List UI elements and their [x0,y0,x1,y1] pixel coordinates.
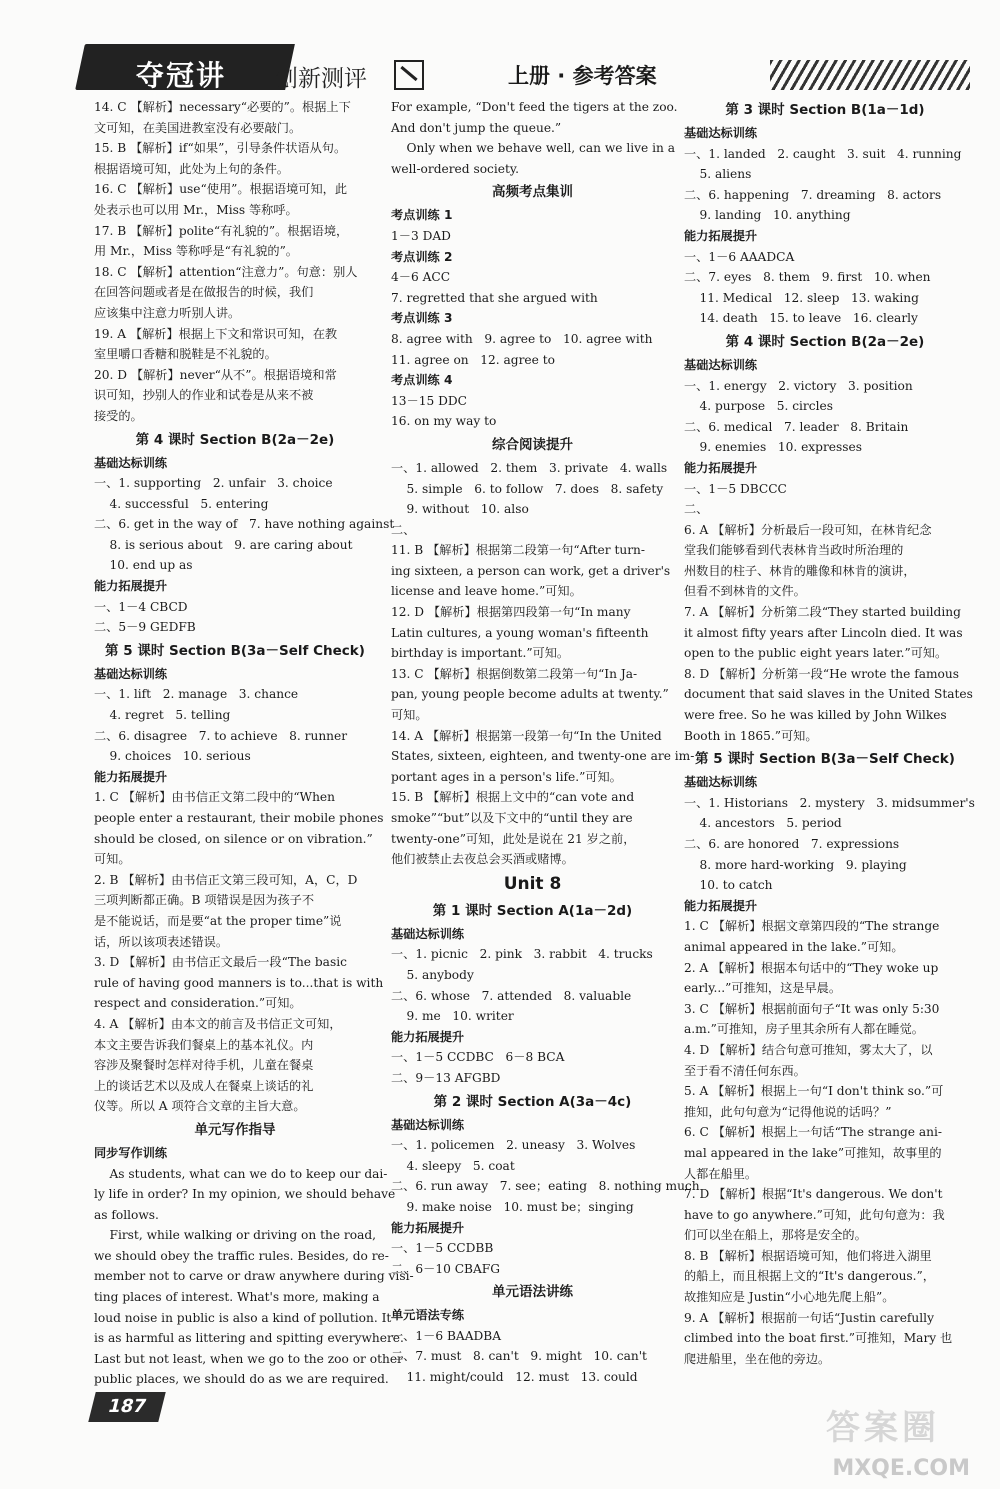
answer-line: 3. C 【解析】根据前面句子“It was only 5:30 [684,1001,940,1016]
subsection-label: 能力拓展提升 [684,898,758,913]
answer-line: a.m.”可推知，房子里其余所有人都在睡觉。 [684,1022,924,1037]
answer-line: 二、6. are honored 7. expressions [684,837,900,851]
answer-line: it almost fifty years after Lincoln died. It was [684,625,963,640]
answer-line: 9. make noise 10. must be；singing [391,1199,634,1214]
answer-line: 接受的。 [94,408,143,423]
answer-line: 二、6－10 CBAFG [391,1261,500,1276]
answer-line: well-ordered society. [391,161,520,176]
answer-line: 9. enemies 10. expresses [684,440,862,455]
answer-line: 话，所以该项表述错误。 [94,934,229,949]
answer-line: 5. simple 6. to follow 7. does 8. safety [391,481,664,496]
brand-subtitle: 创新测评 [275,66,367,92]
subsection-label: 考点训练 3 [391,311,453,326]
answer-line: 二、6. whose 7. attended 8. valuable [391,988,632,1003]
answer-line: 6. A 【解析】分析最后一段可知，在林肯纪念 [684,522,932,537]
answer-line: ting places of interest. What's more, making a [94,1290,380,1305]
answer-line: 11. agree on 12. agree to [391,352,555,367]
answer-line: 二、6. happening 7. dreaming 8. actors [684,187,942,202]
subsection-label: 考点训练 2 [391,249,453,264]
answer-line: 8. more hard-working 9. playing [684,857,907,872]
page-header [80,38,970,96]
subsection-label: 能力拓展提升 [684,228,758,243]
answer-line: As students, what can we do to keep our dai- [94,1166,388,1181]
check-box-icon [394,60,424,90]
answer-line: 一、1. allowed 2. them 3. private 4. walls [391,460,668,475]
answer-line: 2. A 【解析】根据本句话中的“They woke up [684,960,939,975]
subsection-label: 基础达标训练 [391,1117,465,1132]
answer-line: 堂我们能够看到代表林肯当政时所治理的 [684,543,904,558]
answer-line: rule of having good manners is to...that is with [94,975,384,990]
decorative-stripes [770,60,970,90]
answer-line: Latin cultures, a young woman's fifteenth [391,625,649,640]
answer-line: 11. might/could 12. must 13. could [391,1370,638,1385]
subsection-label: 单元语法专练 [391,1308,465,1323]
watermark-text: MXQE.COM [832,1456,970,1481]
watermark-logo: 答案圈 [826,1408,940,1448]
answer-line: 9. choices 10. serious [94,749,251,764]
answer-line: respect and consideration.”可知。 [94,996,302,1011]
answer-line: 一、1. policemen 2. uneasy 3. Wolves [391,1138,636,1153]
answer-line: 二、7. must 8. can't 9. might 10. can't [391,1349,647,1364]
answer-line: 4. sleepy 5. coat [391,1158,515,1173]
answer-line: 7. regretted that she argued with [391,290,598,305]
section-heading: 第 4 课时 Section B(2a－2e) [135,431,335,448]
answer-line: 在回答问题或者是在做报告的时候，我们 [94,285,314,300]
answer-line: 4. A 【解析】由本文的前言及书信正文可知， [94,1016,342,1031]
answer-line: 二、6. medical 7. leader 8. Britain [684,419,909,434]
answer-line: 爬进船里，坐在他的旁边。 [684,1351,831,1366]
answer-line: Booth in 1865.”可知。 [684,728,818,743]
answer-line: portant ages in a person's life.”可知。 [391,769,622,784]
subsection-label: 基础达标训练 [391,926,465,941]
answer-line: 4－6 ACC [391,270,451,285]
section-heading: Unit 8 [503,873,562,894]
answer-line: 4. purpose 5. circles [684,399,833,414]
answer-line: 一、1－5 DBCCC [684,481,787,496]
answer-line: should be closed, on silence or on vibration.” [94,831,373,846]
answer-line: 5. aliens [684,167,752,182]
section-heading: 第 5 课时 Section B(3a－Self Check) [105,642,365,659]
answer-line: 16. C 【解析】use“使用”。根据语境可知，此 [94,182,348,197]
answer-line: 17. B 【解析】polite“有礼貌的”。根据语境， [94,223,349,238]
section-heading: 单元语法讲练 [492,1284,573,1301]
answer-line: 一、1－4 CBCD [94,599,188,614]
answer-line: 们可以坐在船上，那将是安全的。 [684,1228,867,1243]
answer-line: 3. D 【解析】由书信正文最后一段“The basic [94,955,347,970]
answer-line: 至于看不清任何东西。 [684,1063,806,1078]
answer-line: For example, “Don't feed the tigers at the zoo. [391,100,678,114]
answer-line: 仪等。所以 A 项符合文章的主旨大意。 [94,1099,306,1114]
answer-line: 4. D 【解析】结合句意可推知，雾太大了，以 [684,1042,933,1057]
answer-line: have to go anywhere.”可知，此句句意为：我 [684,1207,945,1222]
subsection-label: 基础达标训练 [94,666,168,681]
answer-line: 1. C 【解析】由书信正文第二段中的“When [94,790,335,805]
answer-line: people enter a restaurant, their mobile phones [94,811,384,825]
section-heading: 第 3 课时 Section B(1a－1d) [725,102,925,118]
page-title: 上册 · 参考答案 [508,64,657,88]
answer-line: 的船上，而且根据上文的“It's dangerous.”， [684,1269,935,1284]
answer-line: 人都在船里。 [684,1166,758,1181]
answer-line: 二、6. run away 7. see；eating 8. nothing much [391,1179,700,1194]
subsection-label: 基础达标训练 [684,357,758,372]
answer-line: 6. C 【解析】根据上一句话“The strange ani- [684,1125,942,1140]
subsection-label: 基础达标训练 [684,126,758,140]
subsection-label: 考点训练 4 [391,373,453,388]
answer-line: 8. is serious about 9. are caring about [94,537,353,552]
answer-line: 8. B 【解析】根据语境可知，他们将进入湖里 [684,1248,932,1263]
answer-line: And don't jump the queue.” [391,120,562,135]
answer-line: 一、1. Historians 2. mystery 3. midsummer's [684,795,975,810]
answer-line: 推知，此句句意为“记得他说的话吗？” [684,1104,892,1119]
answer-line: 10. end up as [94,558,193,573]
answer-line: ly life in order? In my opinion, we should behave [94,1187,396,1202]
answer-line: 根据语境可知，此处为上句的条件。 [94,161,289,176]
answer-line: 13. C 【解析】根据倒数第二段第一句“In Ja- [391,666,638,681]
answer-line: First, while walking or driving on the road, [94,1228,377,1243]
answer-line: 4. ancestors 5. period [684,816,842,831]
answer-line: 2. B 【解析】由书信正文第三段可知，A，C，D [94,872,358,887]
section-heading: 第 2 课时 Section A(3a－4c) [433,1093,632,1110]
answer-line: 12. D 【解析】根据第四段第一句“In many [391,605,631,620]
subsection-label: 基础达标训练 [684,775,758,790]
answer-column-3 [684,97,975,1369]
answer-line: 15. B 【解析】根据上文中的“can vote and [391,790,635,805]
answer-line: 一、1. supporting 2. unfair 3. choice [94,476,333,491]
answer-line: 可知。 [391,708,428,723]
answer-line: Only when we behave well, can we live in a [391,141,676,156]
answer-line: open to the public eight years later.”可知。 [684,646,948,661]
answer-line: 是不能说话，而是要“at the proper time”说 [94,913,342,928]
answer-line: 但看不到林肯的文件。 [684,584,806,599]
answer-line: member not to carve or draw anywhere during visi- [94,1269,414,1284]
answer-line: 二、5－9 GEDFB [94,620,196,635]
page-number: 187 [88,1392,165,1422]
answer-line: 一、1. landed 2. caught 3. suit 4. running [684,146,962,161]
answer-line: 18. C 【解析】attention“注意力”。句意：别人 [94,264,358,279]
section-heading: 综合阅读提升 [492,436,573,453]
answer-line: twenty-one”可知，此处是说在 21 岁之前， [391,831,636,846]
answer-line: 9. A 【解析】根据前一句话“Justin carefully [684,1310,934,1325]
answer-line: 11. Medical 12. sleep 13. waking [684,290,919,305]
section-heading: 第 5 课时 Section B(3a－Self Check) [695,751,955,768]
answer-line: 文可知，在美国进教室没有必要敲门。 [94,120,302,135]
answer-line: 一、1－6 BAADBA [391,1328,502,1343]
answer-line: 5. A 【解析】根据上一句“I don't think so.”可 [684,1084,944,1099]
answer-line: mal appeared in the lake”可推知，故事里的 [684,1145,942,1160]
answer-line: 13－15 DDC [391,393,467,408]
subsection-label: 能力拓展提升 [94,769,168,784]
answer-line: 4. successful 5. entering [94,496,269,511]
answer-line: States, sixteen, eighteen, and twenty-one are im- [391,749,695,764]
answer-line: 15. B 【解析】if“如果”，引导条件状语从句。 [94,141,347,156]
answer-line: we should obey the traffic rules. Besides, do re- [94,1248,389,1263]
answer-line: is as harmful as littering and spitting everywhere. [94,1331,404,1346]
answer-line: document that said slaves in the United States [684,687,973,702]
answer-line: 1. C 【解析】根据文章第四段的“The strange [684,919,940,934]
subsection-label: 能力拓展提升 [391,1220,465,1235]
answer-line: animal appeared in the lake.”可知。 [684,939,904,954]
answer-column-1 [94,97,414,1390]
answer-line: 一、1－5 CCDBB [391,1241,494,1256]
answer-line: 二、 [391,522,416,537]
answer-line: 二、6. get in the way of 7. have nothing against [94,517,395,532]
answer-line: 14. death 15. to leave 16. clearly [684,311,918,326]
answer-line: 二、6. disagree 7. to achieve 8. runner [94,728,348,743]
answer-line: 本文主要告诉我们餐桌上的基本礼仪。内 [94,1037,314,1052]
answer-line: ing sixteen, a person can work, get a driver's [391,563,671,578]
answer-line: were free. So he was killed by John Wilkes [684,708,947,723]
subsection-label: 同步写作训练 [94,1145,168,1160]
answer-line: 应该集中注意力听别人讲。 [94,305,241,320]
answer-line: pan, young people become adults at twenty.” [391,687,669,702]
answer-line: 9. without 10. also [391,502,529,517]
answer-line: 10. to catch [684,878,773,893]
section-heading: 第 1 课时 Section A(1a－2d) [432,902,633,919]
answer-line: license and leave home.”可知。 [391,584,582,599]
section-heading: 第 4 课时 Section B(2a－2e) [725,333,925,350]
answer-line: 5. anybody [391,967,474,982]
answer-line: 9. me 10. writer [391,1009,514,1024]
answer-line: 处表示也可以用 Mr.，Miss 等称呼。 [94,202,298,217]
answer-line: 20. D 【解析】never“从不”。根据语境和常 [94,367,337,382]
subsection-label: 能力拓展提升 [684,460,758,475]
answer-column-2 [391,97,700,1388]
answer-line: 他们被禁止去夜总会买酒或赌博。 [391,852,574,867]
answer-line: 上的谈话艺术以及成人在餐桌上谈话的礼 [94,1078,314,1093]
answer-line: 故推知应是 Justin“小心地先爬上船”。 [684,1290,895,1305]
answer-line: as follows. [94,1207,159,1222]
answer-line: 室里嚼口香糖和脱鞋是不礼貌的。 [94,347,277,362]
answer-line: 一、1. lift 2. manage 3. chance [94,687,299,702]
subsection-label: 能力拓展提升 [391,1029,465,1044]
answer-line: 一、1. picnic 2. pink 3. rabbit 4. trucks [391,947,653,962]
answer-line: 二、 [684,502,709,517]
answer-line: 三项判断都正确。B 项错误是因为孩子不 [94,893,315,908]
section-heading: 单元写作指导 [194,1121,276,1138]
answer-line: 7. A 【解析】分析第二段“They started building [684,605,961,620]
answer-line: 容涉及聚餐时怎样对待手机，儿童在餐桌 [94,1058,314,1073]
subsection-label: 基础达标训练 [94,455,168,470]
answer-line: 1－3 DAD [391,228,451,243]
answer-line: loud noise in public is also a kind of pollution. It [94,1310,392,1325]
answer-line: public places, we should do as we are required. [94,1372,389,1387]
answer-line: 19. A 【解析】根据上下文和常识可知，在教 [94,326,338,341]
brand-name: 夺冠讲 [136,59,227,92]
answer-line: 州数目的柱子、林肯的雕像和林肯的演讲， [684,563,916,578]
subsection-label: 能力拓展提升 [94,579,168,594]
answer-line: 一、1－6 AAADCA [684,249,795,264]
answer-line: birthday is important.”可知。 [391,646,570,661]
answer-line: early...”可推知，这是早晨。 [684,981,842,996]
answer-line: 8. agree with 9. agree to 10. agree with [391,331,653,346]
section-heading: 高频考点集训 [492,184,573,201]
answer-line: 一、1－5 CCDBC 6－8 BCA [391,1050,565,1065]
answer-line: 一、1. energy 2. victory 3. position [684,378,913,393]
answer-line: 14. A 【解析】根据第一段第一句“In the United [391,728,662,743]
answer-line: 14. C 【解析】necessary“必要的”。根据上下 [94,100,351,114]
answer-line: 4. regret 5. telling [94,708,231,723]
answer-line: 9. landing 10. anything [684,208,851,223]
answer-line: Last but not least, when we go to the zoo or other [94,1351,403,1366]
answer-line: smoke”“but”以及下文中的“until they are [391,811,633,825]
answer-line: 二、9－13 AFGBD [391,1070,501,1085]
answer-line: 识可知，抄别人的作业和试卷是从来不被 [94,388,314,403]
answer-line: 二、7. eyes 8. them 9. first 10. when [684,270,931,285]
answer-line: 用 Mr.，Miss 等称呼是“有礼貌的”。 [94,244,298,259]
answer-line: 16. on my way to [391,414,497,429]
answer-line: 8. D 【解析】分析第一段“He wrote the famous [684,666,959,681]
answer-line: 11. B 【解析】根据第二段第一句“After turn- [391,543,646,558]
answer-line: climbed into the boat first.”可推知，Mary 也 [684,1331,953,1346]
answer-line: 7. D 【解析】根据“It's dangerous. We don't [684,1187,943,1202]
subsection-label: 考点训练 1 [391,208,453,223]
answer-line: 可知。 [94,852,131,867]
